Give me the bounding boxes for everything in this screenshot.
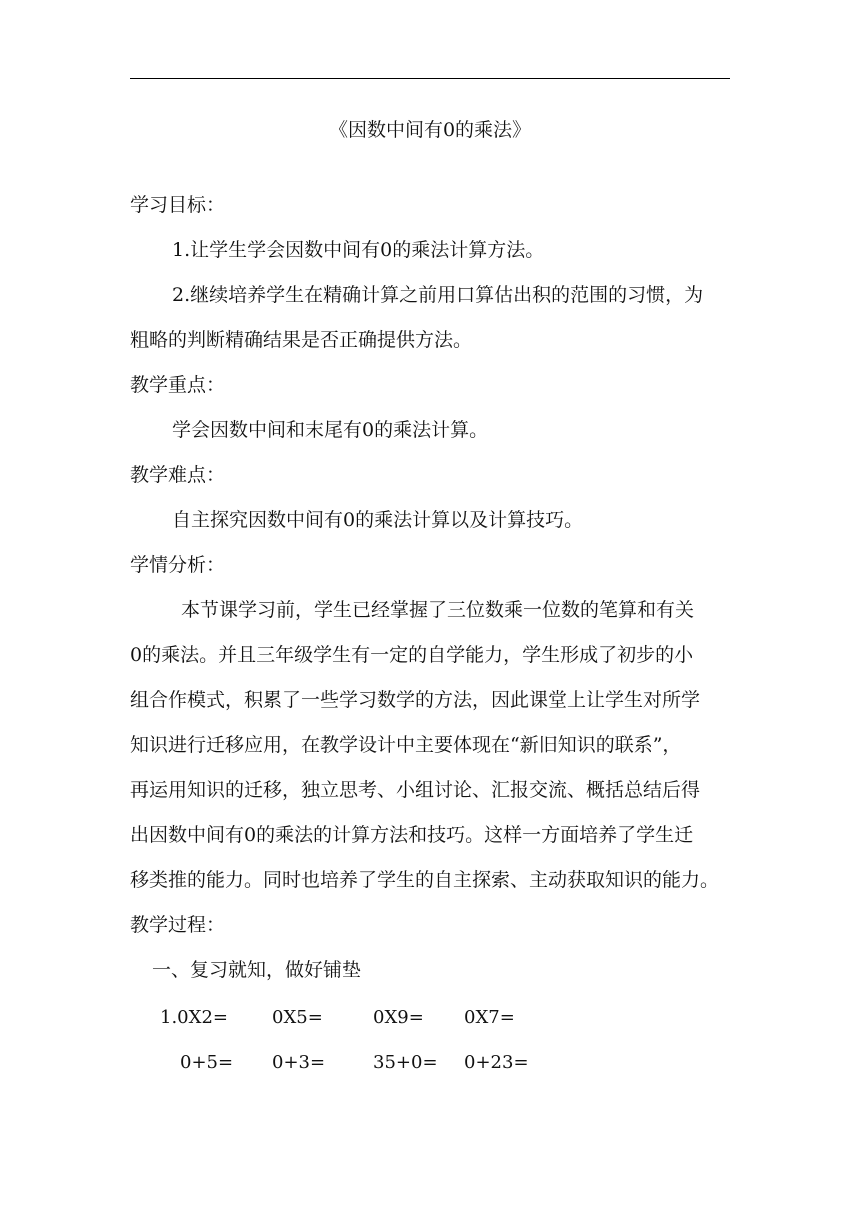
difficulty-heading: 教学难点： bbox=[130, 464, 226, 486]
exercise-cell: 0+3= bbox=[272, 1052, 326, 1073]
analysis-line: 组合作模式，积累了一些学习数学的方法，因此课堂上让学生对所学 bbox=[130, 689, 701, 711]
exercise-cell: 0X7= bbox=[464, 1007, 515, 1028]
goals-heading: 学习目标： bbox=[130, 194, 226, 216]
exercise-cell: 1.0X2= bbox=[160, 1007, 228, 1028]
analysis-line: 0的乘法。并且三年级学生有一定的自学能力，学生形成了初步的小 bbox=[130, 644, 694, 666]
analysis-line: 本节课学习前，学生已经掌握了三位数乘一位数的笔算和有关 bbox=[181, 599, 695, 621]
key-text: 学会因数中间和末尾有0的乘法计算。 bbox=[172, 419, 489, 441]
exercise-cell: 35+0= bbox=[373, 1052, 438, 1073]
exercise-cell: 0X9= bbox=[373, 1007, 424, 1028]
difficulty-text: 自主探究因数中间有0的乘法计算以及计算技巧。 bbox=[172, 509, 584, 531]
process-heading: 教学过程： bbox=[130, 914, 226, 936]
key-heading: 教学重点： bbox=[130, 374, 226, 396]
document-title: 《因数中间有0的乘法》 bbox=[328, 119, 532, 141]
exercise-cell: 0+23= bbox=[464, 1052, 529, 1073]
goal-1: 1.让学生学会因数中间有0的乘法计算方法。 bbox=[172, 239, 545, 261]
header-rule bbox=[130, 78, 730, 79]
analysis-line: 移类推的能力。同时也培养了学生的自主探索、主动获取知识的能力。 bbox=[130, 869, 720, 891]
goal-2-line-2: 粗略的判断精确结果是否正确提供方法。 bbox=[130, 329, 473, 351]
analysis-line: 再运用知识的迁移，独立思考、小组讨论、汇报交流、概括总结后得 bbox=[130, 779, 701, 801]
goal-2-line-1: 2.继续培养学生在精确计算之前用口算估出积的范围的习惯，为 bbox=[172, 284, 704, 306]
exercise-cell: 0X5= bbox=[272, 1007, 323, 1028]
analysis-heading: 学情分析： bbox=[130, 554, 226, 576]
step-1: 一、复习就知，做好铺垫 bbox=[152, 959, 362, 981]
analysis-line: 出因数中间有0的乘法的计算方法和技巧。这样一方面培养了学生迁 bbox=[130, 824, 694, 846]
exercise-cell: 0+5= bbox=[180, 1052, 234, 1073]
analysis-line: 知识进行迁移应用，在教学设计中主要体现在“新旧知识的联系”， bbox=[130, 734, 682, 756]
